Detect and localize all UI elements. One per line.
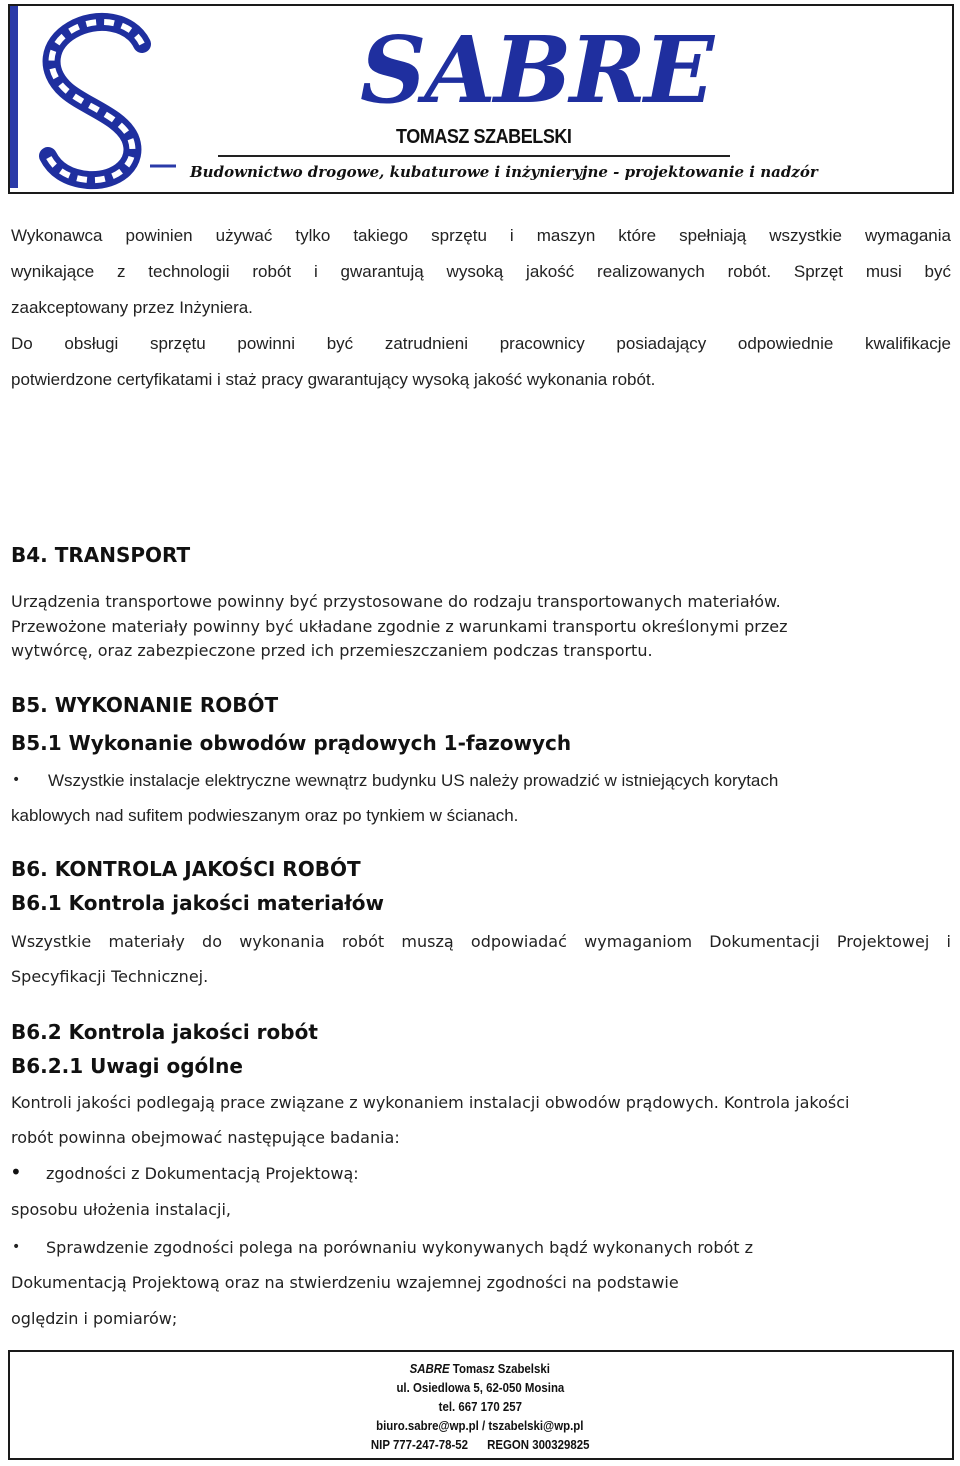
intro-line: wynikające z technologii robót i gwarantują wysoką jakość realizowanych robót. Sprzęt musi być — [11, 262, 951, 281]
b6-line: oględzin i pomiarów; — [11, 1309, 178, 1328]
b5-line: Wszystkie instalacje elektryczne wewnątrz budynku US należy prowadzić w istniejących korytach — [48, 771, 779, 790]
footer-address: ul. Osiedlowa 5, 62-050 Mosina — [396, 1380, 564, 1395]
b4-line: Przewożone materiały powinny być układane zgodnie z warunkami transportu określonymi przez — [11, 617, 788, 636]
bullet-icon: • — [12, 772, 21, 788]
b6-bullet-text: Sprawdzenie zgodności polega na porównaniu wykonywanych bądź wykonanych robót z — [46, 1238, 754, 1257]
b4-line: Urządzenia transportowe powinny być przystosowane do rodzaju transportowanych materiałów. — [11, 592, 781, 611]
subheading-b6-2-1: B6.2.1 Uwagi ogólne — [11, 1054, 243, 1078]
b6-line: sposobu ułożenia instalacji, — [11, 1200, 232, 1219]
b6-1-line: Wszystkie materiały do wykonania robót muszą odpowiadać wymaganiom Dokumentacji Projektowej i — [11, 932, 951, 951]
b4-line: wytwórcę, oraz zabezpieczone przed ich przemieszczaniem podczas transportu. — [11, 641, 653, 660]
intro-line: zaakceptowany przez Inżyniera. — [11, 298, 253, 317]
b6-2-1-line: Kontroli jakości podlegają prace związane z wykonaniem instalacji obwodów prądowych. Kontrola jakości — [11, 1093, 850, 1112]
subheading-b6-2: B6.2 Kontrola jakości robót — [11, 1020, 318, 1044]
footer-phone: tel. 667 170 257 — [438, 1399, 522, 1414]
footer-regon: REGON 300329825 — [486, 1437, 590, 1452]
footer-company — [0, 1361, 960, 1376]
footer-nip: NIP 777-247-78-52 — [370, 1437, 468, 1452]
intro-line: Wykonawca powinien używać tylko takiego sprzętu i maszyn które spełniają wszystkie wymagania — [11, 226, 951, 245]
company-tagline: Budownictwo drogowe, kubaturowe i inżynieryjne - projektowanie i nadzór — [190, 163, 818, 181]
svg-text:SABRE: SABRE — [360, 16, 713, 124]
header-divider — [218, 155, 730, 157]
bullet-icon: • — [10, 1160, 22, 1184]
intro-line: potwierdzone certyfikatami i staż pracy gwarantujący wysoką jakość wykonania robót. — [11, 370, 656, 389]
section-heading-b6: B6. KONTROLA JAKOŚCI ROBÓT — [11, 857, 361, 881]
subheading-b6-1: B6.1 Kontrola jakości materiałów — [11, 891, 384, 915]
b6-bullet-text: zgodności z Dokumentacją Projektową: — [46, 1164, 359, 1183]
footer-brand: SABRE — [409, 1361, 450, 1376]
footer-registration — [0, 1437, 960, 1452]
sabre-brand-logo — [352, 10, 713, 124]
b6-2-1-line: robót powinna obejmować następujące badania: — [11, 1128, 400, 1147]
bullet-icon: • — [12, 1239, 21, 1255]
b5-line: kablowych nad sufitem podwieszanym oraz po tynkiem w ścianach. — [11, 806, 519, 825]
subheading-b5-1: B5.1 Wykonanie obwodów prądowych 1-fazowych — [11, 731, 572, 755]
b6-line: Dokumentacją Projektową oraz na stwierdzeniu wzajemnej zgodności na podstawie — [11, 1273, 679, 1292]
section-heading-b5: B5. WYKONANIE ROBÓT — [11, 693, 279, 717]
footer-email[interactable]: biuro.sabre@wp.pl / tszabelski@wp.pl — [376, 1418, 584, 1433]
b6-1-line: Specyfikacji Technicznej. — [11, 967, 209, 986]
footer-name: Tomasz Szabelski — [453, 1361, 551, 1376]
company-name: TOMASZ SZABELSKI — [396, 126, 572, 148]
section-heading-b4: B4. TRANSPORT — [11, 543, 191, 567]
s-logo-icon — [10, 6, 182, 188]
intro-line: Do obsługi sprzętu powinni być zatrudnieni pracownicy posiadający odpowiednie kwalifikacje — [11, 334, 951, 353]
